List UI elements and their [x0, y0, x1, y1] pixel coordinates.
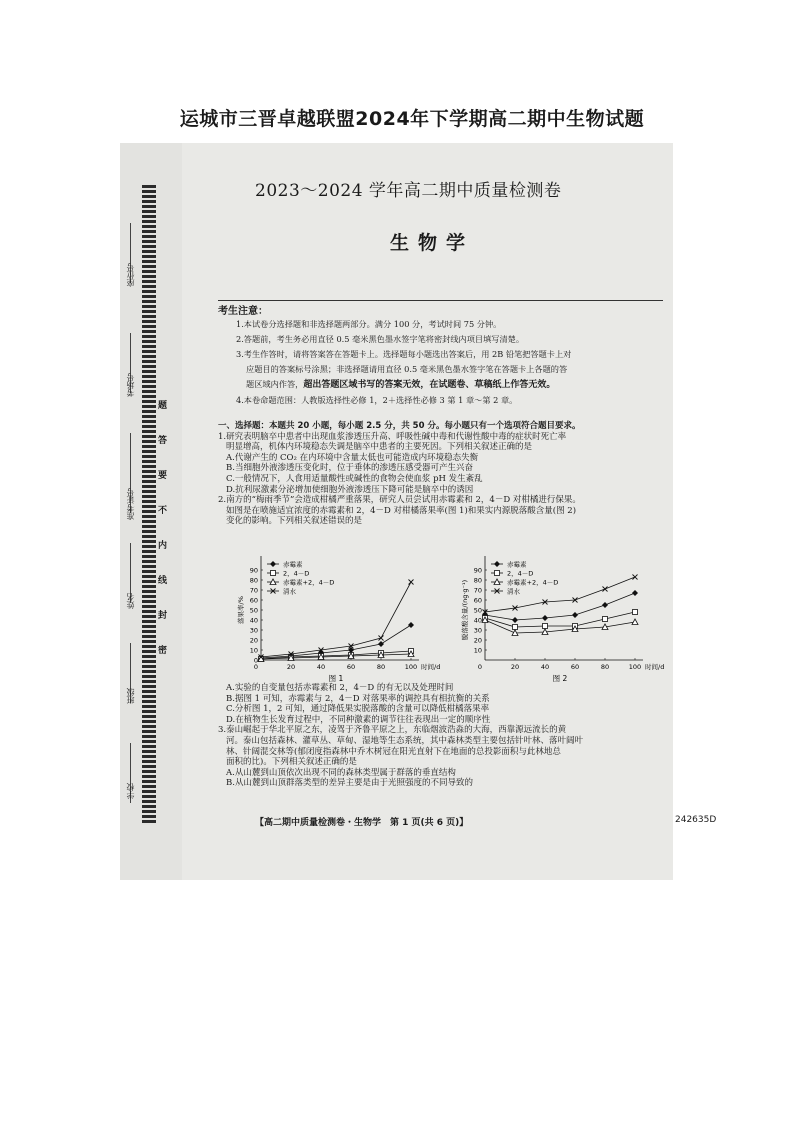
data-point — [494, 561, 500, 567]
x-tick-label: 60 — [570, 663, 580, 671]
label-seat-no: 座位号 — [126, 263, 135, 287]
y-tick-label: 40 — [249, 616, 258, 625]
x-tick-label: 40 — [316, 663, 326, 671]
section-title: 一、选择题：本题共 20 小题，每小题 2.5 分，共 50 分。每小题只有一个选项符合题目要求。 — [218, 421, 581, 431]
legend-label: 赤霉素 — [507, 560, 527, 569]
y-tick-label: 90 — [473, 566, 482, 575]
charts-area — [223, 548, 668, 688]
chart-figure-2 — [443, 548, 663, 688]
notice-item: 3.考生作答时，请将答案答在答题卡上。选择题每小题选出答案后，用 2B 铅笔把答题卡上对 — [236, 349, 572, 359]
chart-title: 图 2 — [552, 674, 568, 683]
subject-title: 生物学 — [390, 232, 475, 254]
series-3 — [483, 575, 638, 615]
x-tick-label: 80 — [376, 663, 386, 671]
series-3 — [259, 580, 414, 660]
label-ticket-no: 准考证号 — [126, 488, 135, 520]
notice-item: 4.本卷命题范围：人教版选择性必修 1，2＋选择性必修 3 第 1 章～第 2 章。 — [236, 395, 518, 405]
data-point — [572, 612, 578, 618]
q1-option: D.抗利尿激素分泌增加使细胞外液渗透压下降可能是脑卒中的诱因 — [226, 484, 474, 495]
data-point — [271, 571, 276, 576]
legend-label: 赤霉素+2，4－D — [507, 578, 559, 587]
y-tick-label: 80 — [249, 576, 258, 585]
data-point — [633, 575, 638, 580]
legend-label: 清水 — [507, 587, 520, 596]
data-point — [603, 617, 608, 622]
paper-content — [195, 143, 717, 880]
legend-label: 2，4－D — [283, 569, 310, 578]
legend-label: 赤霉素 — [283, 560, 303, 569]
q1-line: 明显增高，机体内环境稳态失调是脑卒中患者的主要死因。下列相关叙述正确的是 — [226, 442, 533, 453]
seal-line-strip — [142, 183, 156, 823]
series-line — [261, 625, 411, 658]
y-axis-label: 落果率/% — [237, 596, 245, 624]
notice-warning: 超出答题区域书写的答案无效，在试题卷、草稿纸上作答无效。 — [303, 380, 556, 390]
x-tick-label: 60 — [346, 663, 356, 671]
notice-item — [246, 377, 663, 393]
notice-item: 应题目的答案标号涂黑；非选择题请用直径 0.5 毫米黑色墨水签字笔在答题卡上各题的答 — [246, 364, 568, 374]
q2-option: B.据图 1 可知，赤霉素与 2，4－D 对落果率的调控具有相抗衡的关系 — [226, 693, 490, 704]
x-axis-label: 时间/d — [645, 663, 665, 671]
chart-figure-1 — [223, 548, 441, 688]
q1-option: A.代谢产生的 CO₂ 在内环境中含量太低也可能造成内环境稳态失衡 — [226, 452, 479, 463]
data-point — [408, 622, 414, 628]
x-axis-label: 时间/d — [421, 663, 441, 671]
q2-option: A.实验的自变量包括赤霉素和 2，4－D 的有无以及处理时间 — [226, 683, 454, 693]
y-tick-label: 10 — [249, 646, 258, 655]
data-point — [512, 617, 518, 623]
x-tick-label: 40 — [540, 663, 550, 671]
q3-line: 林、针阔混交林等(郁闭度指森林中乔木树冠在阳光直射下在地面的总投影面积与此林地总 — [226, 746, 561, 757]
q3-line: 河。泰山包括森林、灌草丛、草甸、湿地等生态系统，其中森林类型主要包括针叶林、落叶阔叶 — [226, 735, 584, 746]
legend-label: 赤霉素+2，4－D — [283, 578, 335, 587]
y-tick-label: 90 — [249, 566, 258, 575]
q1-line: 1.研究表明脑卒中患者中出现血浆渗透压升高、呼吸性碱中毒和代谢性酸中毒的症状时死亡率 — [218, 431, 567, 442]
y-tick-label: 60 — [473, 596, 482, 605]
document-title: 运城市三晋卓越联盟2024年下学期高二期中生物试题 — [179, 108, 645, 130]
data-point — [633, 610, 638, 615]
paper-code: 242635D — [675, 815, 717, 825]
y-tick-label: 20 — [473, 636, 482, 645]
seal-char: 密 — [158, 646, 168, 656]
notice-tail: 题区域内作答， — [246, 379, 304, 389]
y-tick-label: 0 — [253, 656, 258, 665]
notice-item: 1.本试卷分选择题和非选择题两部分。满分 100 分，考试时间 75 分钟。 — [236, 319, 502, 329]
seal-char: 不 — [158, 506, 168, 516]
x-tick-label: 80 — [600, 663, 610, 671]
y-tick-label: 30 — [249, 626, 258, 635]
notice-item: 2.答题前，考生务必用直径 0.5 毫米黑色墨水签字笔将密封线内项目填写清楚。 — [236, 334, 525, 344]
data-point — [513, 625, 518, 630]
data-point — [378, 641, 384, 647]
label-school: 学校 — [126, 783, 135, 799]
q2-line: 变化的影响。下列相关叙述错误的是 — [226, 516, 363, 527]
seal-char: 内 — [158, 541, 168, 551]
q2-option: D.在植物生长发育过程中，不同种激素的调节往往表现出一定的顺序性 — [226, 714, 491, 725]
data-point — [379, 636, 384, 641]
exam-title: 2023～2024 学年高二期中质量检测卷 — [255, 181, 562, 201]
y-tick-label: 60 — [249, 596, 258, 605]
label-name: 姓名 — [126, 593, 135, 609]
q3-option: B.从山麓到山顶群落类型的差异主要是由于光照强度的不同导致的 — [226, 778, 473, 789]
questions-part1 — [218, 421, 663, 527]
x-tick-label: 100 — [628, 663, 642, 671]
x-tick-label: 20 — [510, 663, 520, 671]
q3-option: A.从山麓到山顶依次出现不同的森林类型属于群落的垂直结构 — [226, 767, 456, 778]
seal-char: 线 — [158, 576, 168, 586]
origin-label: 0 — [477, 663, 482, 671]
data-point — [603, 587, 608, 592]
series-line — [485, 620, 635, 633]
notice-box — [218, 300, 663, 411]
data-point — [270, 561, 276, 567]
y-tick-label: 10 — [473, 646, 482, 655]
y-tick-label: 50 — [473, 606, 482, 615]
seal-char: 封 — [158, 611, 168, 621]
chart-title: 图 1 — [328, 674, 344, 683]
data-point — [495, 571, 500, 576]
page-footer: 【高二期中质量检测卷・生物学 第 1 页(共 6 页)】 — [255, 818, 469, 828]
seal-char: 答 — [158, 436, 168, 446]
series-line — [485, 612, 635, 627]
q1-option: C.一般情况下，人食用适量酸性或碱性的食物会使血浆 pH 发生紊乱 — [226, 473, 483, 484]
series-0 — [482, 590, 638, 623]
data-point — [409, 580, 414, 585]
y-tick-label: 40 — [473, 616, 482, 625]
y-tick-label: 50 — [249, 606, 258, 615]
binding-margin — [120, 143, 182, 880]
label-room-no: 考场号 — [126, 373, 135, 397]
origin-label: 0 — [253, 663, 258, 671]
y-tick-label: 70 — [249, 586, 258, 595]
notice-title: 考生注意： — [218, 306, 268, 317]
data-point — [543, 624, 548, 629]
data-point — [602, 602, 608, 608]
legend-label: 清水 — [283, 587, 296, 596]
q2-line: 2.南方的“梅雨季节”会造成柑橘严重落果，研究人员尝试用赤霉素和 2，4－D 对柑橘进行保果。 — [218, 495, 581, 506]
series-1 — [483, 610, 638, 630]
data-point — [542, 615, 548, 621]
data-point — [632, 590, 638, 596]
q3-line: 面积的比)。下列相关叙述正确的是 — [226, 757, 357, 768]
y-axis-label: 脱落酸含量/(ng·g⁻¹) — [461, 579, 469, 641]
series-line — [485, 593, 635, 620]
q1-option: B.当细胞外液渗透压变化时，位于垂体的渗透压感受器可产生兴奋 — [226, 463, 473, 474]
seal-char: 题 — [158, 401, 168, 411]
legend-label: 2，4－D — [507, 569, 534, 578]
data-point — [632, 619, 638, 625]
exam-paper-photo — [120, 143, 717, 880]
label-class: 班级 — [126, 688, 135, 704]
q2-option: C.分析图 1，2 可知，通过降低果实脱落酸的含量可以降低柑橘落果率 — [226, 704, 490, 715]
questions-part2 — [218, 683, 663, 789]
y-tick-label: 30 — [473, 626, 482, 635]
x-tick-label: 20 — [286, 663, 296, 671]
y-tick-label: 20 — [249, 636, 258, 645]
q2-line: 如图是在喷施适宜浓度的赤霉素和 2，4－D 对柑橘落果率(图 1)和果实内源脱落酸含量(图 2) — [226, 505, 577, 516]
x-tick-label: 100 — [404, 663, 418, 671]
q3-line: 3.泰山崛起于华北平原之东，凌驾于齐鲁平原之上，东临烟波浩淼的大海，西靠源远流长的黄 — [218, 725, 567, 736]
y-tick-label: 70 — [473, 586, 482, 595]
y-tick-label: 80 — [473, 576, 482, 585]
seal-char: 要 — [158, 471, 168, 481]
